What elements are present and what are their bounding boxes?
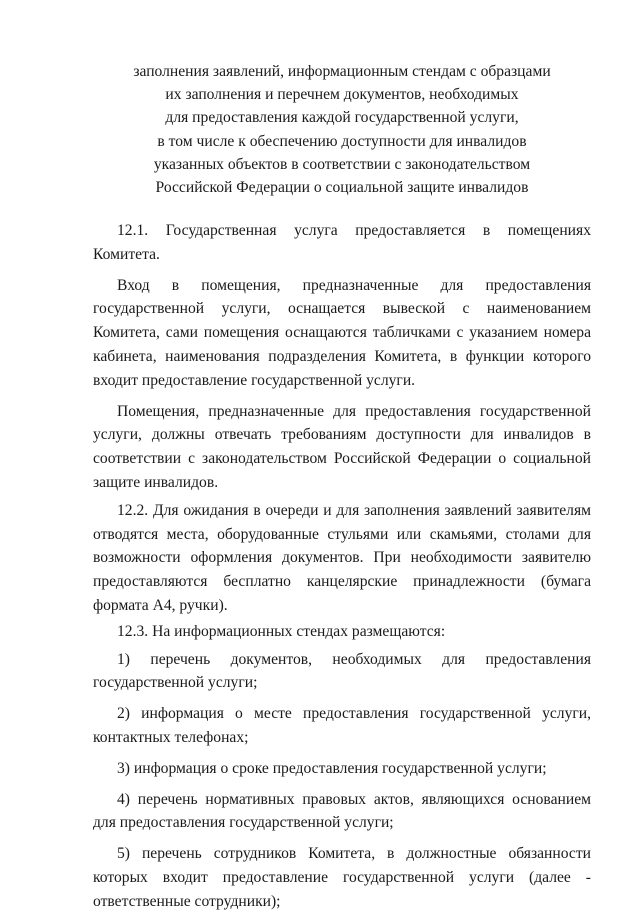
list-item-4: 4) перечень нормативных правовых актов, являющихся основанием для предоставления государственной услуги;	[93, 790, 591, 832]
heading-line-3: для предоставления каждой государственной услуги,	[165, 109, 519, 127]
paragraph-12-3: 12.3. На информационных стендах размещаются:	[117, 622, 446, 640]
heading-line-4: в том числе к обеспечению доступности для инвалидов	[157, 132, 527, 150]
paragraph-12-1: 12.1. Государственная услуга предоставляется в помещениях Комитета.	[93, 222, 591, 263]
list-item-5: 5) перечень сотрудников Комитета, в должностные обязанности которых входит предоставление государственной услуги (далее - ответственные сотрудники);	[93, 845, 591, 910]
list-item-3: 3) информация о сроке предоставления государственной услуги;	[117, 759, 547, 777]
heading-line-5: указанных объектов в соответствии с законодательством	[153, 155, 531, 173]
list-item-1: 1) перечень документов, необходимых для предоставления государственной услуги;	[93, 650, 591, 692]
paragraph-accessibility: Помещения, предназначенные для предоставления государственной услуги, должны отвечать требованиям доступности для инвалидов в соответствии с законодательством Российской Федерации о социальной защите инвалидов.	[93, 402, 591, 491]
heading-line-1: заполнения заявлений, информационным стендам с образцами	[133, 63, 551, 80]
section-heading	[100, 60, 584, 199]
document-body	[93, 219, 591, 914]
list-item-2: 2) информация о месте предоставления государственной услуги, контактных телефонах;	[93, 705, 591, 746]
heading-line-6: Российской Федерации о социальной защите инвалидов	[155, 178, 529, 196]
paragraph-entrance: Вход в помещения, предназначенные для предоставления государственной услуги, оснащается вывеской с наименованием Комитета, сами помещения оснащаются табличками с указанием номера кабинета, наименования подразделения Комитета, в функции которого входит предоставление государственной услуги.	[93, 276, 591, 389]
paragraph-12-2: 12.2. Для ожидания в очереди и для заполнения заявлений заявителям отводятся места, оборудованные стульями или скамьями, столами для возможности оформления документов. При необходимости заявителю предоставляются бесплатно канцелярские принадлежности (бумага формата А4, ручки).	[93, 501, 591, 614]
heading-line-2: их заполнения и перечнем документов, необходимых	[165, 86, 519, 104]
